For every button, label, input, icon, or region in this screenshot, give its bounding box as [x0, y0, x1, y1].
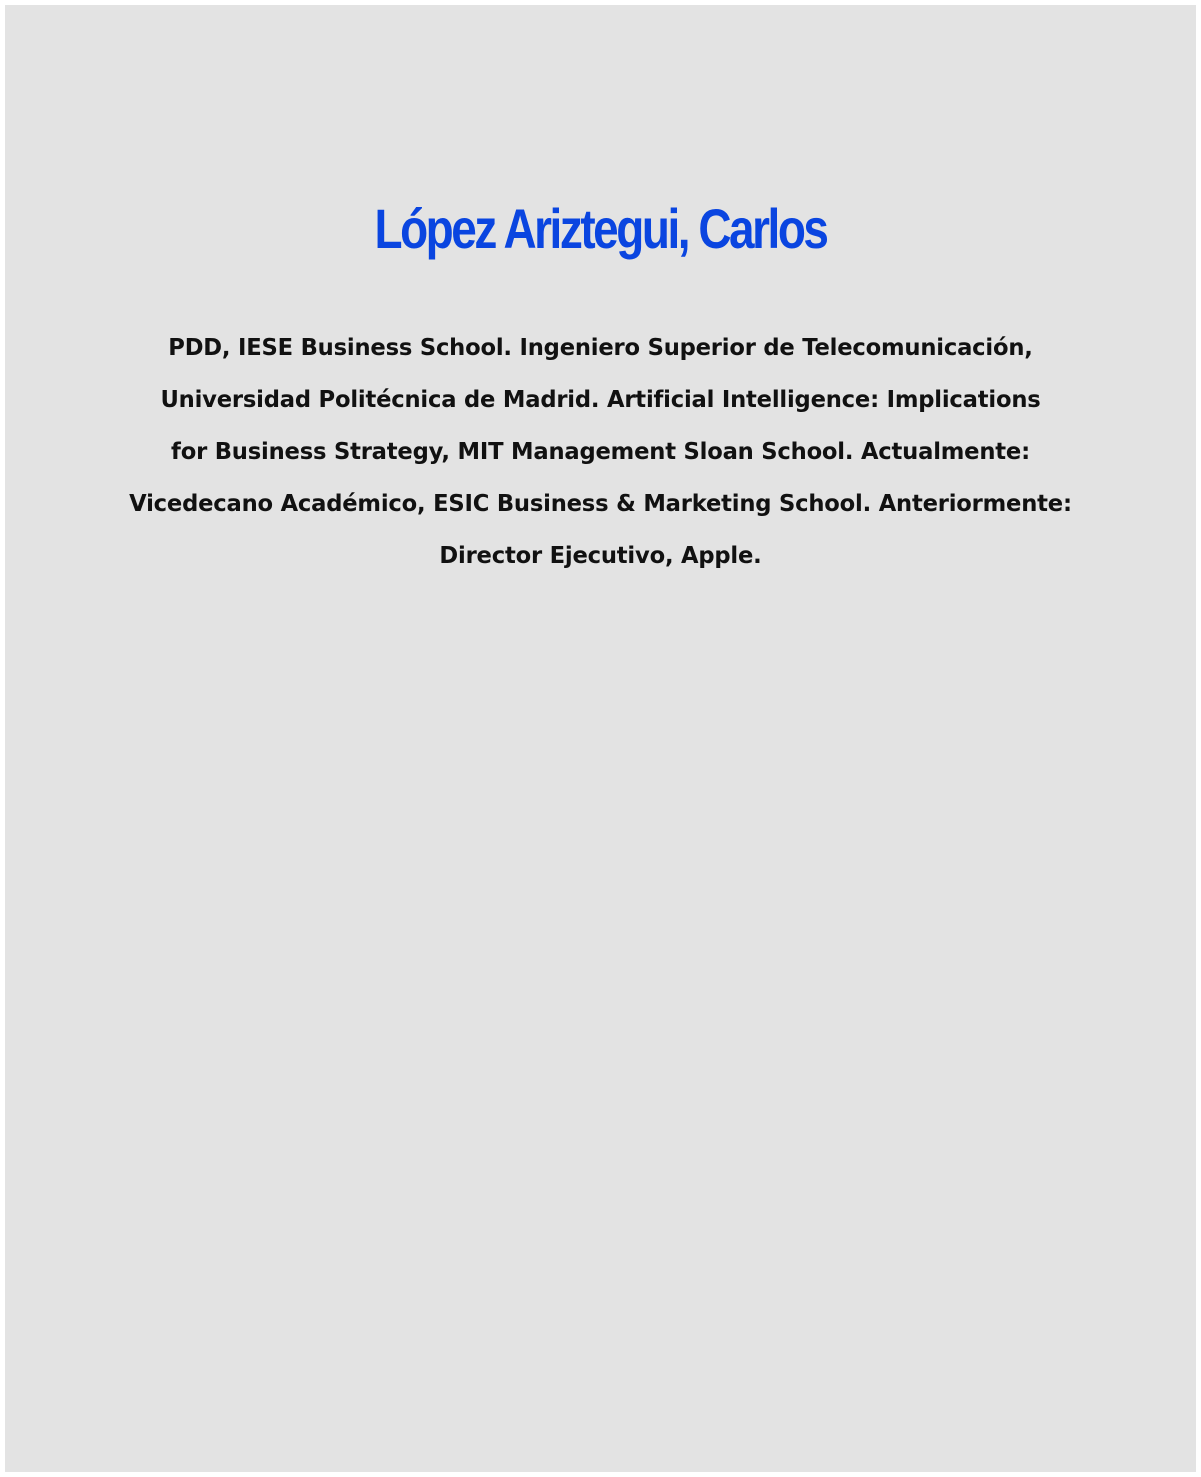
profile-bio [105, 322, 1096, 582]
profile-card [5, 5, 1196, 1472]
bio-line: Universidad Politécnica de Madrid. Artificial Intelligence: Implications [160, 387, 1041, 413]
bio-line: Vicedecano Académico, ESIC Business & Marketing School. Anteriormente: [129, 491, 1072, 517]
bio-line: Director Ejecutivo, Apple. [439, 543, 762, 569]
bio-line: PDD, IESE Business School. Ingeniero Superior de Telecomunicación, [168, 335, 1033, 361]
bio-line: for Business Strategy, MIT Management Sloan School. Actualmente: [171, 439, 1030, 465]
profile-name: López Ariztegui, Carlos [374, 197, 827, 260]
